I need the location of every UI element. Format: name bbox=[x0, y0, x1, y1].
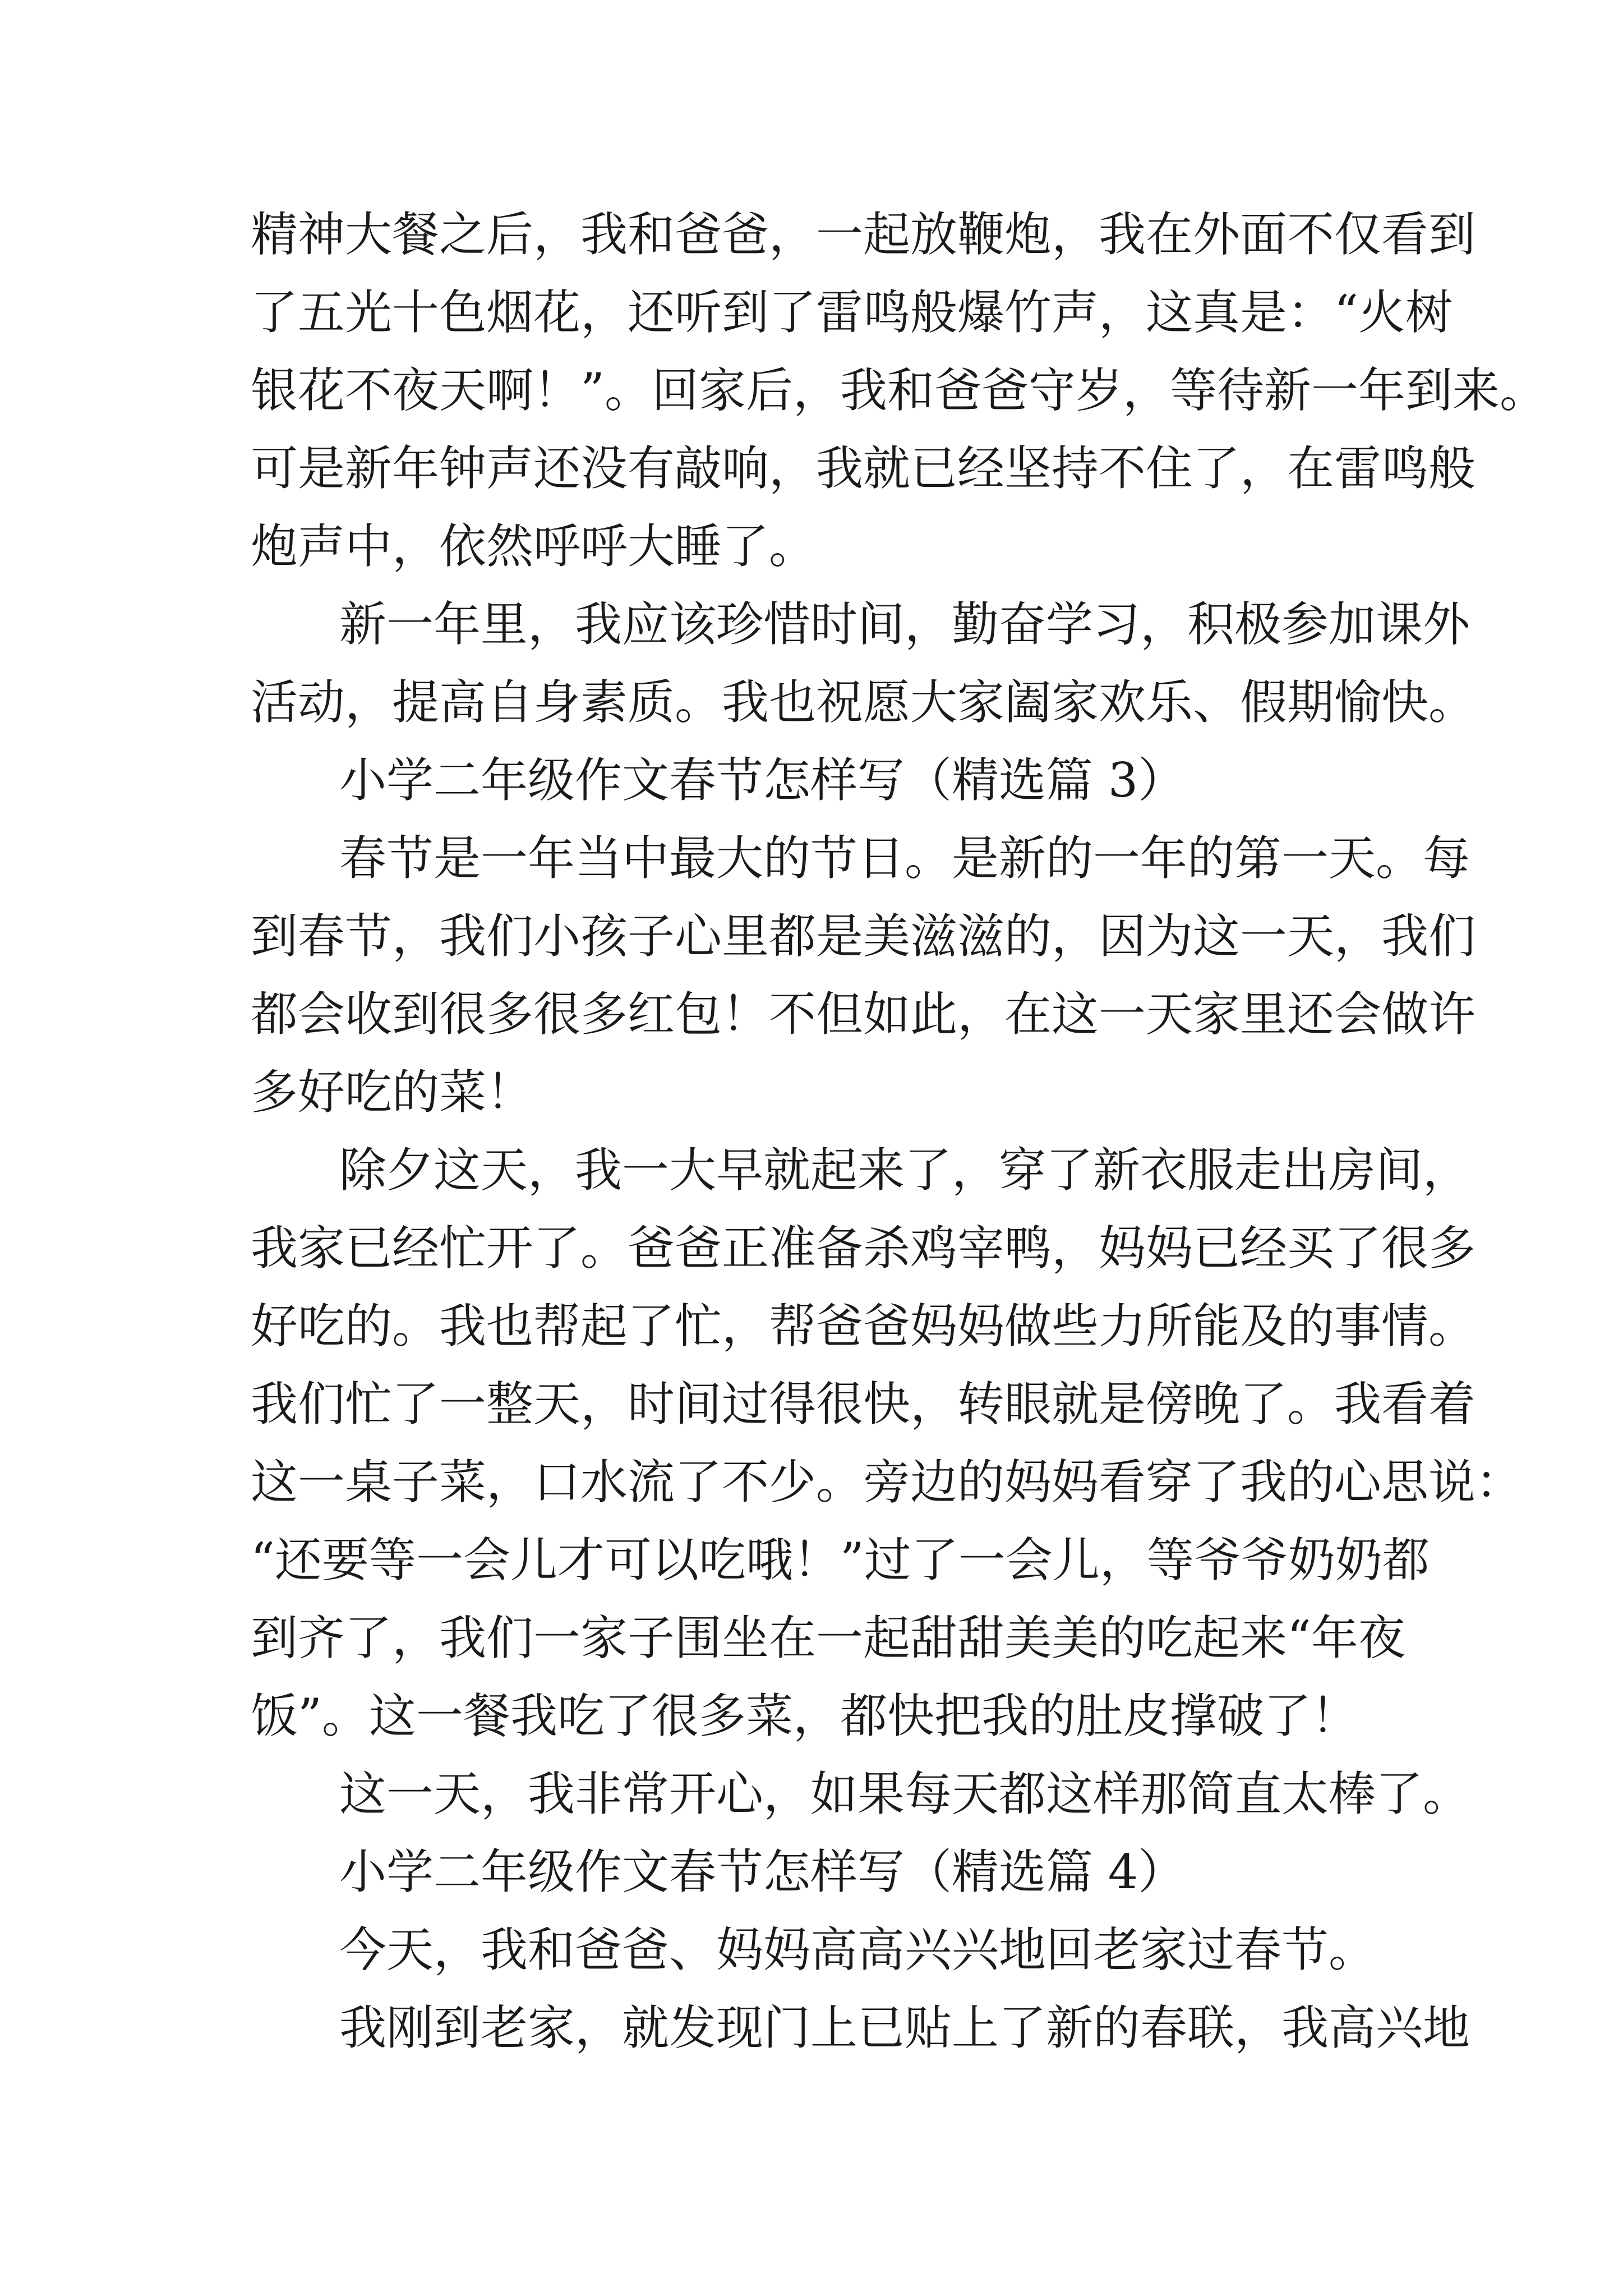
text-line: 活动，提高自身素质。我也祝愿大家阖家欢乐、假期愉快。 bbox=[251, 675, 1476, 730]
text-line: 这一天，我非常开心，如果每天都这样那简直太棒了。 bbox=[339, 1766, 1470, 1821]
text-line: 我们忙了一整天，时间过得很快，转眼就是傍晚了。我看着 bbox=[251, 1377, 1476, 1432]
text-line: 饭”。这一餐我吃了很多菜，都快把我的肚皮撑破了！ bbox=[251, 1688, 1358, 1743]
text-line: 我家已经忙开了。爸爸正准备杀鸡宰鸭，妈妈已经买了很多 bbox=[251, 1221, 1476, 1276]
text-line: 了五光十色烟花，还听到了雷鸣般爆竹声，这真是：“火树 bbox=[251, 285, 1453, 340]
text-line: 都会收到很多很多红包！不但如此，在这一天家里还会做许 bbox=[251, 987, 1476, 1042]
text-line: 多好吃的菜！ bbox=[251, 1065, 534, 1120]
text-line: “还要等一会儿才可以吃哦！”过了一会儿，等爷爷奶奶都 bbox=[251, 1533, 1430, 1588]
text-line: 这一桌子菜，口水流了不少。旁边的妈妈看穿了我的心思说： bbox=[251, 1455, 1523, 1510]
text-line: 可是新年钟声还没有敲响，我就已经坚持不住了，在雷鸣般 bbox=[251, 441, 1476, 496]
text-line: 好吃的。我也帮起了忙，帮爸爸妈妈做些力所能及的事情。 bbox=[251, 1299, 1476, 1354]
text-line: 我刚到老家，就发现门上已贴上了新的春联，我高兴地 bbox=[339, 2000, 1470, 2055]
text-line: 到春节，我们小孩子心里都是美滋滋的，因为这一天，我们 bbox=[251, 909, 1476, 964]
text-line: 精神大餐之后，我和爸爸，一起放鞭炮，我在外面不仅看到 bbox=[251, 207, 1476, 262]
text-line: 新一年里，我应该珍惜时间，勤奋学习，积极参加课外 bbox=[339, 597, 1470, 652]
text-line: 除夕这天，我一大早就起来了，穿了新衣服走出房间， bbox=[339, 1143, 1470, 1198]
text-line: 炮声中，依然呼呼大睡了。 bbox=[251, 519, 817, 574]
text-line: 春节是一年当中最大的节日。是新的一年的第一天。每 bbox=[339, 831, 1470, 886]
section-heading: 小学二年级作文春节怎样写（精选篇 4） bbox=[339, 1844, 1186, 1899]
text-line: 今天，我和爸爸、妈妈高高兴兴地回老家过春节。 bbox=[339, 1922, 1376, 1977]
text-line: 银花不夜天啊！”。回家后，我和爸爸守岁，等待新一年到来。 bbox=[251, 363, 1547, 418]
text-line: 到齐了，我们一家子围坐在一起甜甜美美的吃起来“年夜 bbox=[251, 1611, 1405, 1665]
section-heading: 小学二年级作文春节怎样写（精选篇 3） bbox=[339, 753, 1186, 808]
